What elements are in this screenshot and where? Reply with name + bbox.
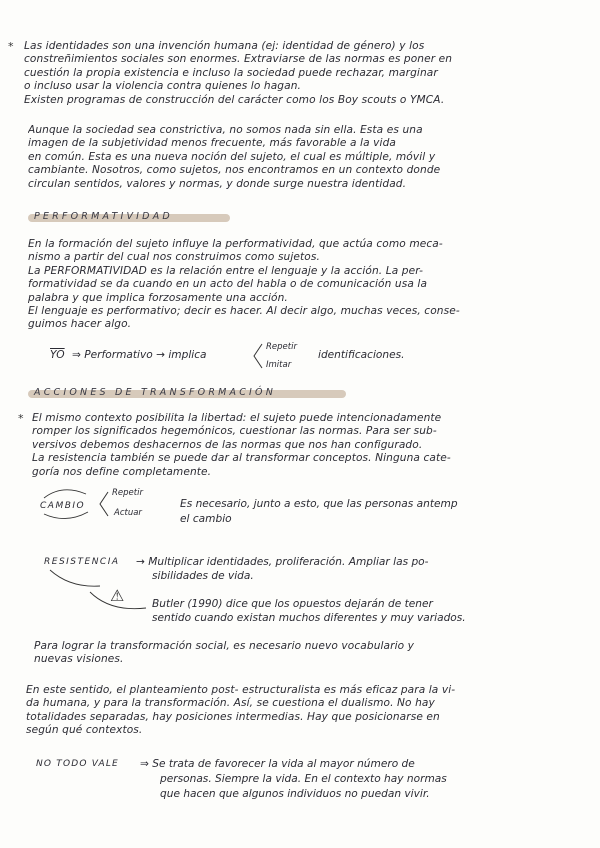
paragraph-performatividad: En la formación del sujeto influye la performatividad, que actúa como meca- nismo a partir del cual nos construimos como sujetos. La PERFORMATIVIDAD es la relación entre el lenguaje y la acción. La per- formatividad se da cuando en un acto del habla o de comunicación usa la palabra y que implica forzosamente una acción. El lenguaje es performativo; decir es hacer. Al decir algo, muchas veces, conse- guimos hacer algo. xyxy=(28,238,460,331)
cambio-repetir: Repetir xyxy=(112,488,143,498)
heading-performatividad: PERFORMATIVIDAD xyxy=(28,210,230,224)
cambio-actuar: Actuar xyxy=(114,508,142,518)
imitar-label: Imitar xyxy=(266,360,292,370)
warning-icon: ⚠ xyxy=(110,586,125,605)
repetir-label: Repetir xyxy=(266,342,297,352)
bullet-mark: * xyxy=(8,40,14,53)
resistencia-text-2: sibilidades de vida. xyxy=(152,570,254,582)
final-text-3: que hacen que algunos individuos no puedan vivir. xyxy=(160,788,430,800)
paragraph-identidades: Las identidades son una invención humana (ej: identidad de género) y los constreñimientos sociales son enormes. Extraviarse de las normas es poner en cuestión la propia existencia e incluso la sociedad puede rechazar, marginar o incluso usar la violencia contra quienes lo hagan. Existen programas de construcción del carácter como los Boy scouts o YMCA. xyxy=(24,40,453,106)
resistencia-label: RESISTENCIA xyxy=(44,557,120,567)
paragraph-contexto: El mismo contexto posibilita la libertad: el sujeto puede intencionadamente romper los significados hegemónicos, cuestionar las normas. Para ser sub- versivos debemos deshacernos de las normas que nos han configurado. La resistencia también se puede dar al transformar conceptos. Ninguna cate- goría nos define completamente. xyxy=(32,412,451,478)
resistencia-text-1: → Multiplicar identidades, proliferación. Ampliar las po- xyxy=(136,556,429,568)
bullet-mark-2: * xyxy=(18,412,24,425)
no-todo-vale-label: NO TODO VALE xyxy=(36,759,119,769)
paragraph-sociedad: Aunque la sociedad sea constrictiva, no somos nada sin ella. Esta es una imagen de la subjetividad menos frecuente, más favorable a la vida en común. Esta es una nueva noción del sujeto, el cual es múltiple, móvil y cambiante. Nosotros, como sujetos, nos encontramos en un contexto donde circulan sentidos, valores y normas, y donde surge nuestra identidad. xyxy=(28,124,441,190)
final-text-2: personas. Siempre la vida. En el contexto hay normas xyxy=(160,773,447,785)
performativo-text: ⇒ Performativo → implica xyxy=(72,349,207,361)
paragraph-vocabulario: Para lograr la transformación social, es necesario nuevo vocabulario y nuevas visiones. xyxy=(34,640,415,666)
paragraph-postestructuralista: En este sentido, el planteamiento post- estructuralista es más eficaz para la vi- da humana, y para la transformación. Así, se cuestiona el dualismo. No hay totalidades separadas, hay posiciones intermedias. Hay que posicionarse en según qué contextos. xyxy=(26,684,456,737)
yo-label: $\overline{YO}$ xyxy=(50,349,65,361)
heading-acciones-transformacion: ACCIONES DE TRANSFORMACIÓN xyxy=(28,386,346,400)
cambio-label: CAMBIO xyxy=(40,501,86,511)
butler-text-2: sentido cuando existan muchos diferentes y muy variados. xyxy=(152,612,466,624)
final-text-1: ⇒ Se trata de favorecer la vida al mayor número de xyxy=(140,758,415,770)
cambio-cycle-arrow-top xyxy=(44,490,86,498)
cambio-text-1: Es necesario, junto a esto, que las personas antemp xyxy=(180,498,458,510)
cambio-text-2: el cambio xyxy=(180,513,232,525)
cambio-brace xyxy=(100,492,108,516)
resistencia-arrow xyxy=(50,570,100,586)
yo-brace xyxy=(254,344,262,368)
identificaciones-text: identificaciones. xyxy=(318,349,405,361)
butler-text-1: Butler (1990) dice que los opuestos dejarán de tener xyxy=(152,598,433,610)
